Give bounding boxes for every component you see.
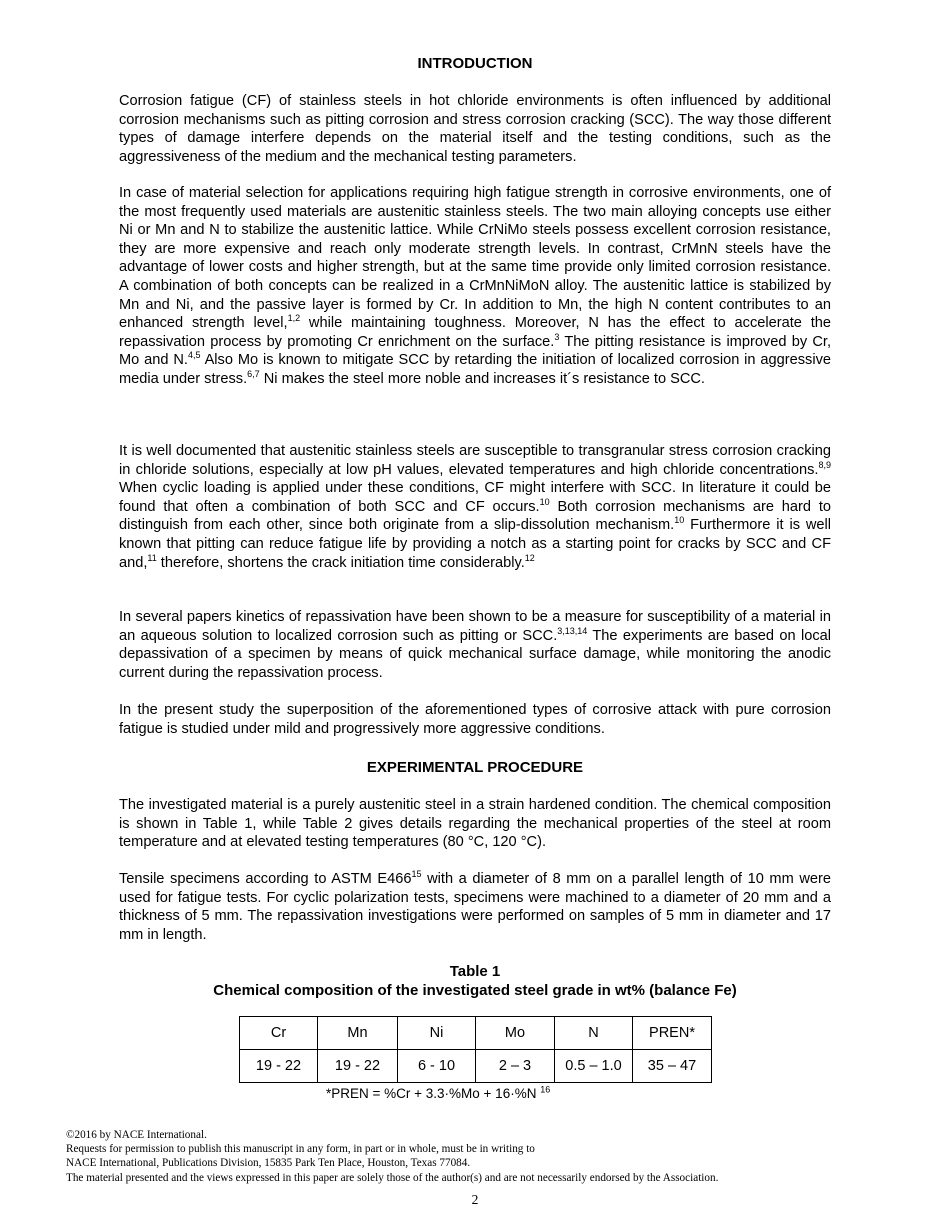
citation-ref: 12 [524, 552, 535, 563]
text-run: therefore, shortens the crack initiation time considerably. [156, 554, 525, 571]
intro-paragraph-1: Corrosion fatigue (CF) of stainless steels in hot chloride environments is often influenced by additional corrosion mechanisms such as pitting corrosion and stress corrosion cracking (SCC). The way those different types of damage interfere depends on the material itself and the testing conditions, such as the aggressiveness of the medium and the mechanical testing parameters. [119, 93, 831, 165]
page-number: 2 [471, 1192, 479, 1207]
text-run: Both corrosion mechanisms are hard to distinguish from each other, since both originate from a slip-dissolution mechanism. [119, 498, 831, 534]
table-cell: 6 - 10 [398, 1050, 476, 1083]
citation-ref: 15 [411, 869, 422, 880]
section-heading-introduction: INTRODUCTION [417, 55, 533, 72]
table-header-cell: Mo [476, 1017, 555, 1050]
text-run: The pitting resistance is improved by Cr, Mo and N. [119, 333, 831, 369]
table-caption: Chemical composition of the investigated steel grade in wt% (balance Fe) [213, 982, 737, 999]
table-header-cell: Cr [240, 1017, 318, 1050]
citation-ref: 4,5 [187, 350, 201, 361]
section-heading-experimental: EXPERIMENTAL PROCEDURE [366, 759, 584, 776]
citation-ref: 11 [147, 552, 157, 563]
text-run: It is well documented that austenitic stainless steels are susceptible to transgranular stress corrosion cracking in chloride solutions, especially at low pH values, elevated temperatures and high chloride concentrations. [119, 443, 831, 478]
citation-ref: 3,13,14 [557, 625, 588, 636]
footer-line: NACE International, Publications Division, 15835 Park Ten Place, Houston, Texas 77084. [66, 1157, 471, 1170]
table-header-cell: N [555, 1017, 633, 1050]
text-run: while maintaining toughness. Moreover, N has the effect to accelerate the repassivation process by promoting Cr enrichment on the surface. [119, 315, 831, 350]
citation-ref: 6,7 [247, 369, 260, 380]
table-header-row [240, 1017, 712, 1050]
text-run: In case of material selection for applications requiring high fatigue strength in corrosive environments, one of the most frequently used materials are austenitic stainless steels. The two main alloying concepts use either Ni or Mn and N to stabilize the austenitic lattice. While CrNiMo steels possess excellent corrosion resistance, they are more expensive and reach only moderate strength levels. In contrast, CrMnN steels have the advantage of lower costs and higher strength, but at the same time provide only limited corrosion resistance. A combination of both concepts can be realized in a CrMnNiMoN alloy. The austenitic lattice is stabilized by Mn and Ni, and the passive layer is formed by Cr. In addition to Mn, the high N content contributes to an enhanced strength level, [119, 185, 831, 332]
footer-line: ©2016 by NACE International. [66, 1129, 207, 1141]
table-cell: 0.5 – 1.0 [555, 1050, 633, 1083]
text-run: In several papers kinetics of repassivation have been shown to be a measure for susceptibility of a material in an aqueous solution to localized corrosion such as pitting or SCC. [119, 609, 831, 644]
text-run: Also Mo is known to mitigate SCC by retarding the initiation of localized corrosion in aggressive media under stress. [119, 352, 831, 387]
copyright-footer [66, 1128, 718, 1185]
composition-table [239, 1016, 712, 1083]
table-cell: 2 – 3 [476, 1050, 555, 1083]
footer-line: The material presented and the views expressed in this paper are solely those of the author(s) and are not necessarily endorsed by the Association. [66, 1171, 719, 1184]
intro-paragraph-3 [119, 442, 831, 572]
text-run: When cyclic loading is applied under these conditions, CF might interfere with SCC. In literature it could be found that often a combination of both SCC and CF occurs. [119, 480, 831, 515]
table-header-cell: PREN* [633, 1017, 712, 1050]
text-run: Tensile specimens according to ASTM E466 [119, 871, 412, 887]
intro-paragraph-5: In the present study the superposition of the aforementioned types of corrosive attack with pure corrosion fatigue is studied under mild and progressively more aggressive conditions. [119, 702, 831, 737]
citation-ref: 16 [540, 1084, 551, 1095]
citation-ref: 10 [674, 515, 685, 526]
table-header-cell: Mn [318, 1017, 398, 1050]
text-run: with a diameter of 8 mm on a parallel length of 10 mm were used for fatigue tests. For cyclic polarization tests, specimens were machined to a diameter of 20 mm and a thickness of 5 mm. The repassivation investigations were performed on samples of 5 mm in diameter and 17 mm in length. [119, 871, 831, 943]
table-footnote [326, 1086, 550, 1101]
text-run: Furthermore it is well known that pitting can reduce fatigue life by providing a notch as a starting point for cracks by SCC and CF and, [119, 517, 832, 571]
table-header-cell: Ni [398, 1017, 476, 1050]
footer-line: Requests for permission to publish this manuscript in any form, in part or in whole, must be in writing to [66, 1143, 535, 1156]
intro-paragraph-4 [119, 608, 831, 682]
experimental-paragraph-1: The investigated material is a purely austenitic steel in a strain hardened condition. The chemical composition is shown in Table 1, while Table 2 gives details regarding the mechanical properties of the steel at room temperature and at elevated testing temperatures (80 °C, 120 °C). [119, 797, 831, 851]
intro-paragraph-2 [119, 184, 831, 389]
footnote-text: *PREN = %Cr + 3.3·%Mo + 16·%N [326, 1086, 541, 1101]
text-run: The experiments are based on local depassivation of a specimen by means of quick mechanical surface damage, while monitoring the anodic current during the repassivation process. [119, 627, 831, 681]
citation-ref: 8,9 [818, 459, 831, 470]
text-run: Ni makes the steel more noble and increases it´s resistance to SCC. [259, 370, 705, 387]
citation-ref: 3 [554, 331, 560, 342]
table-cell: 19 - 22 [240, 1050, 318, 1083]
citation-ref: 10 [539, 496, 550, 507]
table-cell: 35 – 47 [633, 1050, 712, 1083]
table-row [240, 1050, 712, 1083]
table-label: Table 1 [449, 963, 501, 980]
experimental-paragraph-2 [119, 870, 831, 944]
citation-ref: 1,2 [287, 313, 301, 324]
table-cell: 19 - 22 [318, 1050, 398, 1083]
